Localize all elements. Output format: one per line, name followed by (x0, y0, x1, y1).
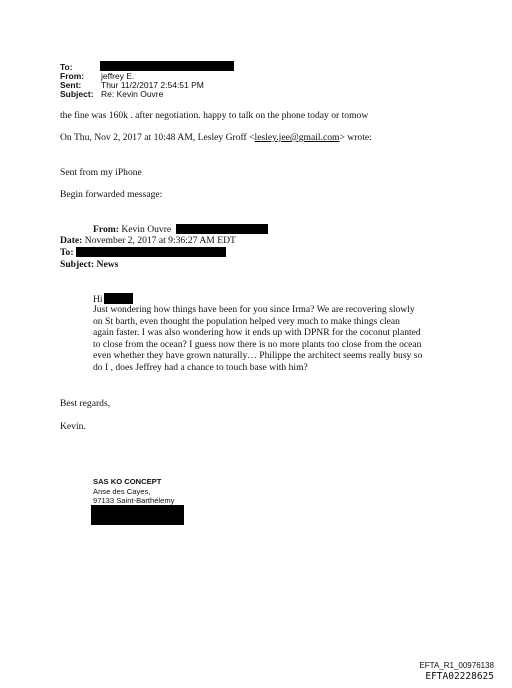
sent-from-line: Sent from my iPhone (60, 167, 142, 178)
sent-value: Thur 11/2/2017 2:54:51 PM (101, 80, 204, 90)
message-body: Just wondering how things have been for you since Irma? We are recovering slowly on St barth, even thought the population helped very much to make things clean again faster. I was also wondering how it ends up with DPNR for the coconut planted to close from the ocean? I guess now there is no more plants too close from the ocean even whether they have grown naturally… Philippe the architect seems really busy so do I , does Jeffrey had a chance to touch base with him? (93, 304, 423, 373)
forwarded-subject-label: Subject: (60, 259, 95, 270)
forwarded-from-line (93, 224, 171, 235)
forwarded-from-label: From: (93, 224, 119, 235)
quoted-email-link[interactable]: lesley.jee@gmail.com (254, 132, 340, 143)
signature-address-2: 97133 Saint-Barthélemy (93, 496, 175, 505)
message-greeting: Hi (93, 294, 103, 305)
begin-forwarded-line: Begin forwarded message: (60, 189, 163, 200)
redacted-from-email (176, 224, 268, 234)
footer-ref-2: EFTA02228625 (425, 671, 494, 682)
signature-company: SAS KO CONCEPT (93, 477, 162, 486)
closing-line: Best regards, (60, 398, 111, 409)
forwarded-date-line (60, 235, 236, 246)
forwarded-date-value: November 2, 2017 at 9:36:27 AM EDT (84, 235, 236, 246)
forwarded-subject-value: News (96, 259, 119, 270)
quote-line (60, 132, 372, 143)
redacted-signature-contact (91, 505, 184, 525)
reply-text: the fine was 160k . after negotiation. happy to talk on the phone today or tomow (60, 110, 369, 121)
redacted-greeting-name (104, 293, 133, 304)
footer-ref-1: EFTA_R1_00976138 (419, 661, 494, 670)
redacted-to-recipient (100, 61, 234, 71)
signature-address-1: Anse des Cayes, (93, 487, 151, 496)
from-value: jeffrey E. (101, 71, 135, 81)
subject-value: Re: Kevin Ouvre (101, 89, 164, 99)
forwarded-date-label: Date: (60, 235, 83, 246)
quote-prefix: On Thu, Nov 2, 2017 at 10:48 AM, Lesley Groff < (60, 132, 255, 143)
sent-label: Sent: (60, 80, 82, 90)
redacted-forwarded-to (76, 247, 226, 257)
quote-suffix: > wrote: (339, 132, 372, 143)
forwarded-from-value: Kevin Ouvre (121, 224, 172, 235)
forwarded-to-label: To: (60, 247, 74, 258)
from-label: From: (60, 71, 85, 81)
subject-label: Subject: (60, 89, 94, 99)
forwarded-subject-line (60, 259, 118, 270)
to-label: To: (60, 62, 73, 72)
forwarded-to-line (60, 247, 74, 258)
sender-name: Kevin. (60, 421, 86, 432)
